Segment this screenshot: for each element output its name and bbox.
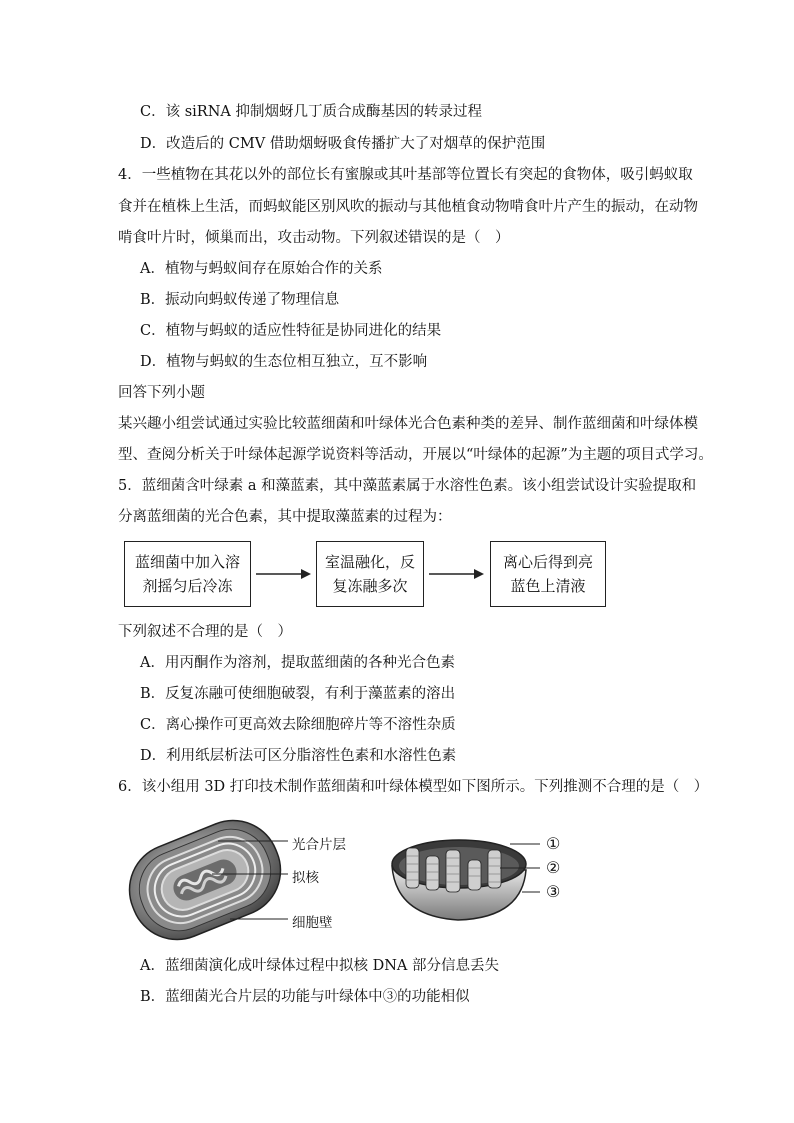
q4-option-b: B．振动向蚂蚁传递了物理信息 [140,292,340,308]
label-nucleoid: 拟核 [292,870,319,886]
q3-option-c: C．该 siRNA 抑制烟蚜几丁质合成酶基因的转录过程 [140,104,482,120]
flow-step-3: 离心后得到亮 蓝色上清液 [490,541,606,607]
label-cell-wall: 细胞壁 [292,915,333,931]
label-photosynthetic-lamella: 光合片层 [292,837,346,853]
group-intro-line-1: 某兴趣小组尝试通过实验比较蓝细菌和叶绿体光合色素种类的差异、制作蓝细菌和叶绿体模 [118,416,698,432]
flow-step-1: 蓝细菌中加入溶 剂摇匀后冷冻 [124,541,251,607]
q5-option-d: D．利用纸层析法可区分脂溶性色素和水溶性色素 [140,748,457,764]
flow-step-2: 室温融化，反 复冻融多次 [316,541,424,607]
q6-option-a: A．蓝细菌演化成叶绿体过程中拟核 DNA 部分信息丢失 [140,958,499,974]
q4-stem-line-2: 食并在植株上生活，而蚂蚁能区别风吹的振动与其他植食动物啃食叶片产生的振动，在动物 [118,199,698,215]
flow-arrow-1 [254,566,312,582]
group-intro-line-2: 型、查阅分析关于叶绿体起源学说资料等活动，开展以“叶绿体的起源”为主题的项目式学习。 [118,447,713,463]
q5-question: 下列叙述不合理的是（ ） [118,624,292,640]
q6-option-b: B．蓝细菌光合片层的功能与叶绿体中③的功能相似 [140,989,470,1005]
group-heading: 回答下列小题 [118,385,205,401]
q5-option-b: B．反复冻融可使细胞破裂，有利于藻蓝素的溶出 [140,686,456,702]
q5-stem-line-2: 分离蓝细菌的光合色素，其中提取藻蓝素的过程为： [118,509,452,525]
q4-stem-line-3: 啃食叶片时，倾巢而出，攻击动物。下列叙述错误的是（ ） [118,230,510,246]
label-structure-1: ① [546,834,561,853]
q5-stem-line-1: 5．蓝细菌含叶绿素 a 和藻蓝素，其中藻蓝素属于水溶性色素。该小组尝试设计实验提取和 [118,478,697,494]
q4-option-c: C．植物与蚂蚁的适应性特征是协同进化的结果 [140,323,442,339]
q4-stem-line-1: 4．一些植物在其花以外的部位长有蜜腺或其叶基部等位置长有突起的食物体，吸引蚂蚁取 [118,167,693,183]
chloroplast-leader-lines [470,836,542,898]
label-structure-2: ② [546,858,561,877]
flow-arrow-2 [427,566,485,582]
q5-option-a: A．用丙酮作为溶剂，提取蓝细菌的各种光合色素 [140,655,455,671]
q4-option-d: D．植物与蚂蚁的生态位相互独立，互不影响 [140,354,428,370]
q6-stem: 6．该小组用 3D 打印技术制作蓝细菌和叶绿体模型如下图所示。下列推测不合理的是（ ） [118,779,709,795]
q5-option-c: C．离心操作可更高效去除细胞碎片等不溶性杂质 [140,717,456,733]
cyanobacterium-leader-lines [200,836,290,926]
q4-option-a: A．植物与蚂蚁间存在原始合作的关系 [140,261,383,277]
label-structure-3: ③ [546,882,561,901]
q3-option-d: D．改造后的 CMV 借助烟蚜吸食传播扩大了对烟草的保护范围 [140,136,546,152]
